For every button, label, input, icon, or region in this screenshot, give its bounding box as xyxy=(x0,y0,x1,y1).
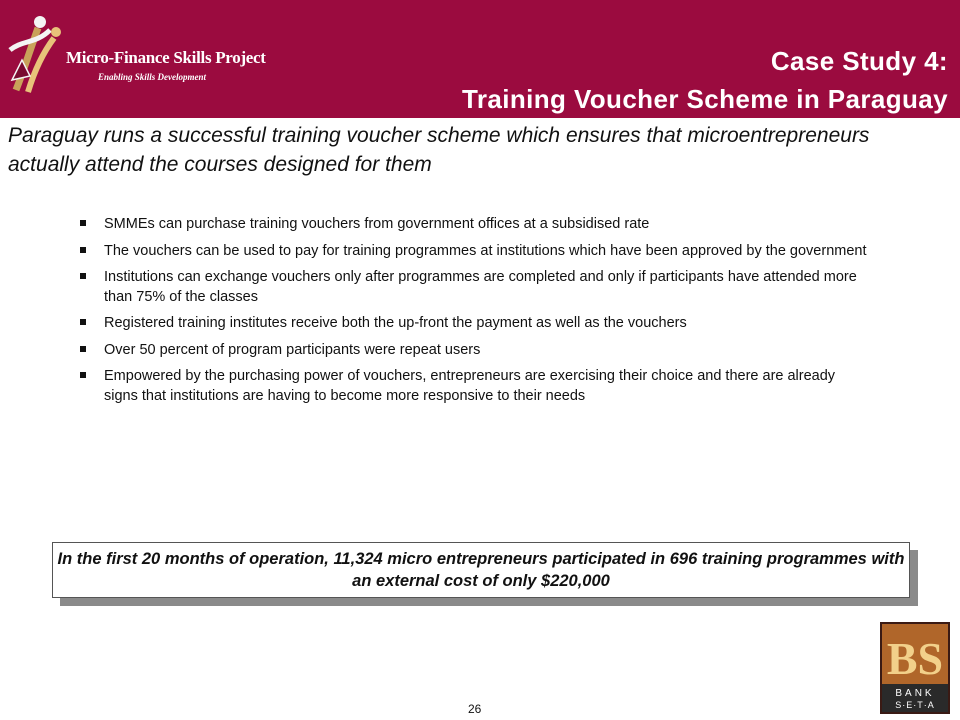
bullet-text: Empowered by the purchasing power of vouchers, entrepreneurs are exercising their choice and there are already signs that institutions are having to become more responsive to their needs xyxy=(104,368,836,404)
bullet-item xyxy=(80,314,870,334)
square-bullet-icon xyxy=(80,247,86,253)
bullet-item xyxy=(80,215,870,235)
bullet-item xyxy=(80,242,870,262)
bullet-list xyxy=(80,215,870,413)
callout-box: In the first 20 months of operation, 11,324 micro entrepreneurs participated in 696 training programmes with an external cost of only $220,000 xyxy=(52,542,910,598)
bullet-item xyxy=(80,268,870,307)
bullet-text: Institutions can exchange vouchers only after programmes are completed and only if participants have attended more than 75% of the classes xyxy=(104,269,857,305)
bullet-text: Over 50 percent of program participants were repeat users xyxy=(104,341,481,358)
bank-seta-logo xyxy=(880,622,950,714)
logo-tagline: Enabling Skills Development xyxy=(98,72,207,82)
bank-logo-letters: BS xyxy=(886,633,944,684)
bullet-text: The vouchers can be used to pay for training programmes at institutions which have been approved by the government xyxy=(104,242,867,259)
square-bullet-icon xyxy=(80,319,86,325)
slide-title xyxy=(462,42,948,118)
slide-header xyxy=(0,0,960,118)
bank-seta-logo-icon xyxy=(880,622,950,714)
figures-logo-icon xyxy=(6,10,66,98)
micro-finance-logo xyxy=(6,10,266,98)
square-bullet-icon xyxy=(80,220,86,226)
bullet-item xyxy=(80,367,870,406)
bullet-text: Registered training institutes receive both the up-front the payment as well as the vouchers xyxy=(104,315,687,331)
logo-name: Micro-Finance Skills Project xyxy=(66,48,266,67)
title-line-1: Case Study 4: xyxy=(770,46,948,76)
title-line-2: Training Voucher Scheme in Paraguay xyxy=(462,84,948,114)
page-number: 26 xyxy=(468,702,482,716)
bullet-item xyxy=(80,341,870,361)
bullet-text: SMMEs can purchase training vouchers from government offices at a subsidised rate xyxy=(104,216,650,232)
bank-word: BANK xyxy=(895,688,935,699)
seta-word: S·E·T·A xyxy=(895,700,935,710)
square-bullet-icon xyxy=(80,346,86,352)
slide-subtitle: Paraguay runs a successful training voucher scheme which ensures that microentrepreneurs actually attend the courses designed for them xyxy=(8,124,870,176)
square-bullet-icon xyxy=(80,372,86,378)
square-bullet-icon xyxy=(80,273,86,279)
